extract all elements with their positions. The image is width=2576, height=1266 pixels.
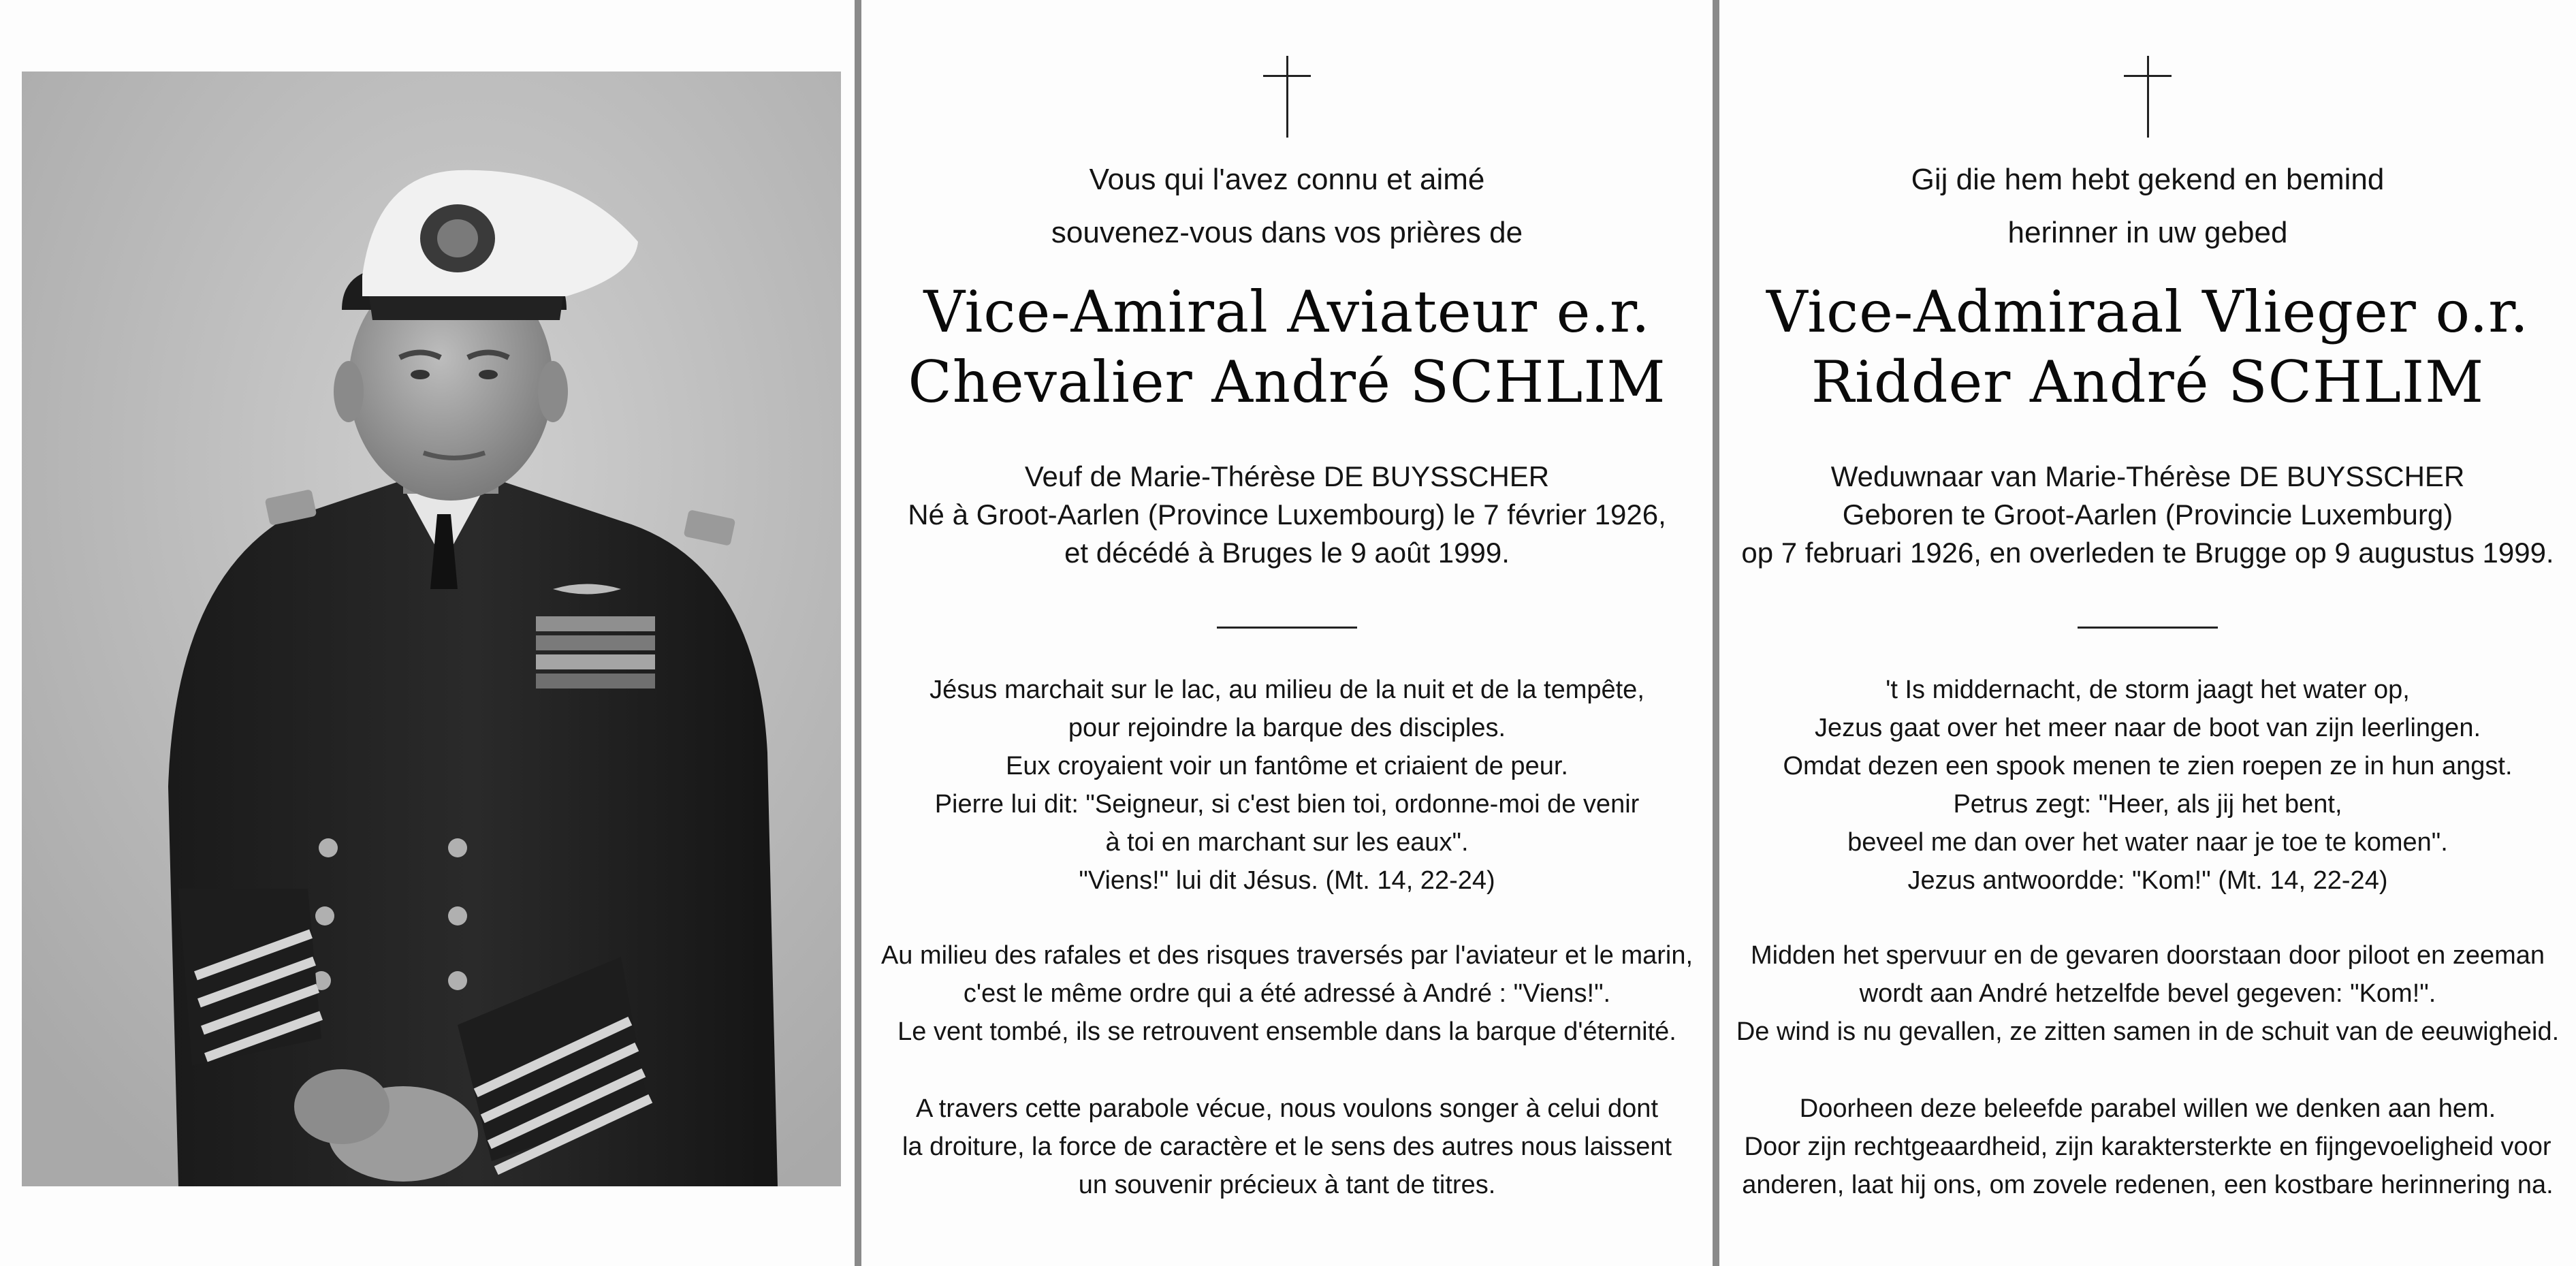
info-line: Né à Groot-Aarlen (Province Luxembourg) le 7 février 1926,: [908, 499, 1666, 531]
paragraph-line: Au milieu des rafales et des risques traversés par l'aviateur et le marin,: [880, 941, 1694, 970]
paragraph-line: wordt aan André hetzelfde bevel gegeven: "Kom!".: [1859, 979, 2436, 1008]
verse-line: à toi en marchant sur les eaux".: [1105, 828, 1469, 857]
intro-line: souvenez-vous dans vos prières de: [1051, 216, 1523, 249]
verse-line: "Viens!" lui dit Jésus. (Mt. 14, 22-24): [1079, 866, 1495, 895]
info-line: Weduwnaar van Marie-Thérèse DE BUYSSCHER: [1830, 460, 2465, 492]
paragraph-line: c'est le même ordre qui a été adressé à André : "Viens!".: [963, 979, 1611, 1008]
french-panel: [861, 0, 1713, 1266]
intro-text: [861, 153, 1713, 259]
dutch-panel: [1719, 0, 2576, 1266]
photo-panel: [0, 0, 855, 1266]
intro-line: herinner in uw gebed: [2007, 216, 2288, 249]
admiral-portrait-image: [22, 72, 841, 1186]
verse-line: Omdat dezen een spook menen te zien roepen ze in hun angst.: [1783, 752, 2513, 780]
verse-line: pour rejoindre la barque des disciples.: [1068, 714, 1506, 742]
reflection-paragraph: [1719, 936, 2576, 1051]
intro-line: Gij die hem hebt gekend en bemind: [1911, 163, 2385, 196]
scripture-passage: [861, 671, 1713, 900]
deceased-title: Vice-Admiraal Vlieger o.r.: [1766, 279, 2529, 345]
closing-paragraph: [861, 1090, 1713, 1204]
scripture-passage: [1719, 671, 2576, 900]
verse-line: Eux croyaient voir un fantôme et criaient de peur.: [1006, 752, 1568, 780]
paragraph-line: la droiture, la force de caractère et le sens des autres nous laissent: [902, 1133, 1672, 1161]
paragraph-line: Door zijn rechtgeaardheid, zijn karaktersterkte en fijngevoeligheid voor: [1744, 1133, 2551, 1161]
deceased-name: Ridder André SCHLIM: [1811, 349, 2485, 415]
paragraph-line: Le vent tombé, ils se retrouvent ensemble dans la barque d'éternité.: [897, 1017, 1676, 1046]
info-line: Geboren te Groot-Aarlen (Provincie Luxemburg): [1842, 499, 2453, 531]
paragraph-line: Doorheen deze beleefde parabel willen we denken aan hem.: [1799, 1094, 2496, 1123]
verse-line: 't Is middernacht, de storm jaagt het water op,: [1886, 676, 2410, 704]
divider: [2078, 627, 2218, 629]
verse-line: Jezus antwoordde: "Kom!" (Mt. 14, 22-24): [1907, 866, 2388, 895]
divider: [1217, 627, 1357, 629]
portrait-photo: [22, 72, 841, 1186]
biographical-info: [861, 458, 1713, 572]
paragraph-line: un souvenir précieux à tant de titres.: [1078, 1171, 1496, 1199]
intro-text: [1719, 153, 2576, 259]
card-edge: [1713, 0, 1719, 1266]
card-edge: [855, 0, 861, 1266]
paragraph-line: A travers cette parabole vécue, nous voulons songer à celui dont: [915, 1094, 1658, 1123]
info-line: op 7 februari 1926, en overleden te Brugge op 9 augustus 1999.: [1741, 537, 2554, 569]
verse-line: Pierre lui dit: "Seigneur, si c'est bien toi, ordonne-moi de venir: [934, 790, 1640, 819]
cross-icon: [2124, 56, 2172, 138]
info-line: Veuf de Marie-Thérèse DE BUYSSCHER: [1024, 460, 1550, 492]
biographical-info: [1719, 458, 2576, 572]
paragraph-line: anderen, laat hij ons, om zovele redenen, een kostbare herinnering na.: [1742, 1171, 2554, 1199]
info-line: et décédé à Bruges le 9 août 1999.: [1064, 537, 1510, 569]
cross-icon: [1263, 56, 1311, 138]
verse-line: Jésus marchait sur le lac, au milieu de la nuit et de la tempête,: [929, 676, 1644, 704]
deceased-name: Chevalier André SCHLIM: [908, 349, 1666, 415]
verse-line: Jezus gaat over het meer naar de boot van zijn leerlingen.: [1814, 714, 2481, 742]
deceased-title: Vice-Amiral Aviateur e.r.: [923, 279, 1651, 345]
reflection-paragraph: [861, 936, 1713, 1051]
verse-line: Petrus zegt: "Heer, als jij het bent,: [1953, 790, 2342, 819]
intro-line: Vous qui l'avez connu et aimé: [1089, 163, 1485, 196]
closing-paragraph: [1719, 1090, 2576, 1204]
paragraph-line: De wind is nu gevallen, ze zitten samen in de schuit van de eeuwigheid.: [1736, 1017, 2560, 1046]
verse-line: beveel me dan over het water naar je toe te komen".: [1847, 828, 2448, 857]
paragraph-line: Midden het spervuur en de gevaren doorstaan door piloot en zeeman: [1750, 941, 2545, 970]
